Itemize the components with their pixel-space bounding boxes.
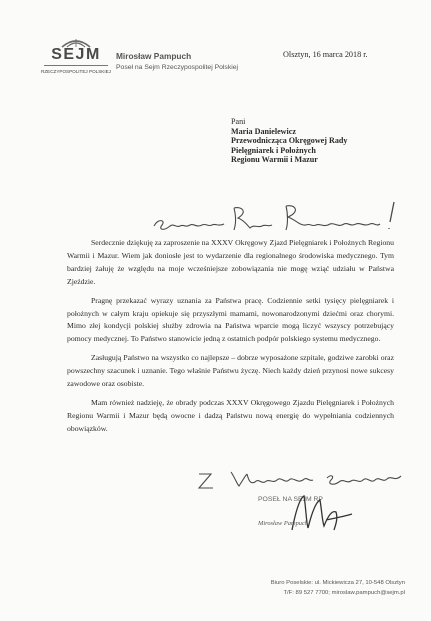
sejm-logo	[40, 38, 112, 74]
body-paragraph-2: Pragnę przekazać wyrazy uznania za Państwa pracę. Codziennie setki tysięcy pielęgniarek i położnych w całym kraju opiekuje się przyszłymi mamami, nowonarodzonymi dziećmi oraz chorymi. Mimo złej kondycji polskiej służby zdrowia na Państwa wparcie mogą liczyć wszyscy potrzebujący pomocy medycznej. To Państwo stanowicie jedną z ostatnich podpór polskiego systemu medycznego.	[67, 295, 394, 344]
body-paragraph-1: Serdecznie dziękuję za zaproszenie na XXXV Okręgowy Zjazd Pielęgniarek i Położnych Regionu Warmii i Mazur. Wiem jak doniosłe jest to wydarzenie dla regionalnego środowiska medycznego. Tym bardziej żałuję że względu na moje wcześniejsze zobowiązania nie mogę wziąć udziału w Państwa Zjeździe.	[67, 238, 394, 286]
addressee-salutation: Pani	[231, 117, 246, 126]
author-role: Poseł na Sejm Rzeczypospolitej Polskiej	[116, 64, 239, 71]
footer-contact: T/F: 89 527 7700; miroslaw.pampuch@sejm.pl	[283, 589, 405, 596]
body-paragraph-4: Mam również nadzieję, że obrady podczas XXXV Okręgowego Zjazdu Pielęgniarek i Położnych Regionu Warmii i Mazur będą owocne i dadzą Państwu nową energię do wypełniania codziennych obowiązków.	[67, 397, 394, 433]
addressee-title-3: Regionu Warmii i Mazur	[231, 155, 318, 164]
letter-footer	[271, 579, 405, 598]
handwritten-signature	[286, 490, 356, 535]
footer-address: Biuro Poselskie: ul. Mickiewicza 27, 10-548 Olsztyn	[270, 580, 405, 586]
body-paragraph-3: Zasługują Państwo na wszystko co najlepsze – dobrze wyposażone szpitale, godziwe zarobki oraz powszechny szacunek i uznanie. Tego właśnie Państwu życzę. Niech każdy dzień przynosi nowe sukcesy zawodowe oraz osobiste.	[67, 353, 394, 389]
addressee-title-1: Przewodnicząca Okręgowej Rady	[231, 136, 348, 145]
addressee-block	[231, 117, 347, 165]
place-date: Olsztyn, 16 marca 2018 r.	[283, 50, 368, 59]
handwritten-salutation	[150, 198, 410, 238]
stamp-name: Mirosław Pampuch	[258, 520, 308, 527]
addressee-title-2: Pielęgniarek i Położnych	[231, 145, 316, 155]
letter-body	[67, 237, 394, 436]
logo-word: SEJM	[51, 46, 101, 63]
stamp-title: POSEŁ NA SEJM RP	[258, 496, 323, 503]
logo-divider	[44, 65, 108, 66]
logo-subtitle: RZECZYPOSPOLITEJ POLSKIEJ	[41, 69, 111, 74]
author-name: Mirosław Pampuch	[116, 51, 192, 61]
addressee-name: Maria Danielewicz	[231, 126, 296, 136]
